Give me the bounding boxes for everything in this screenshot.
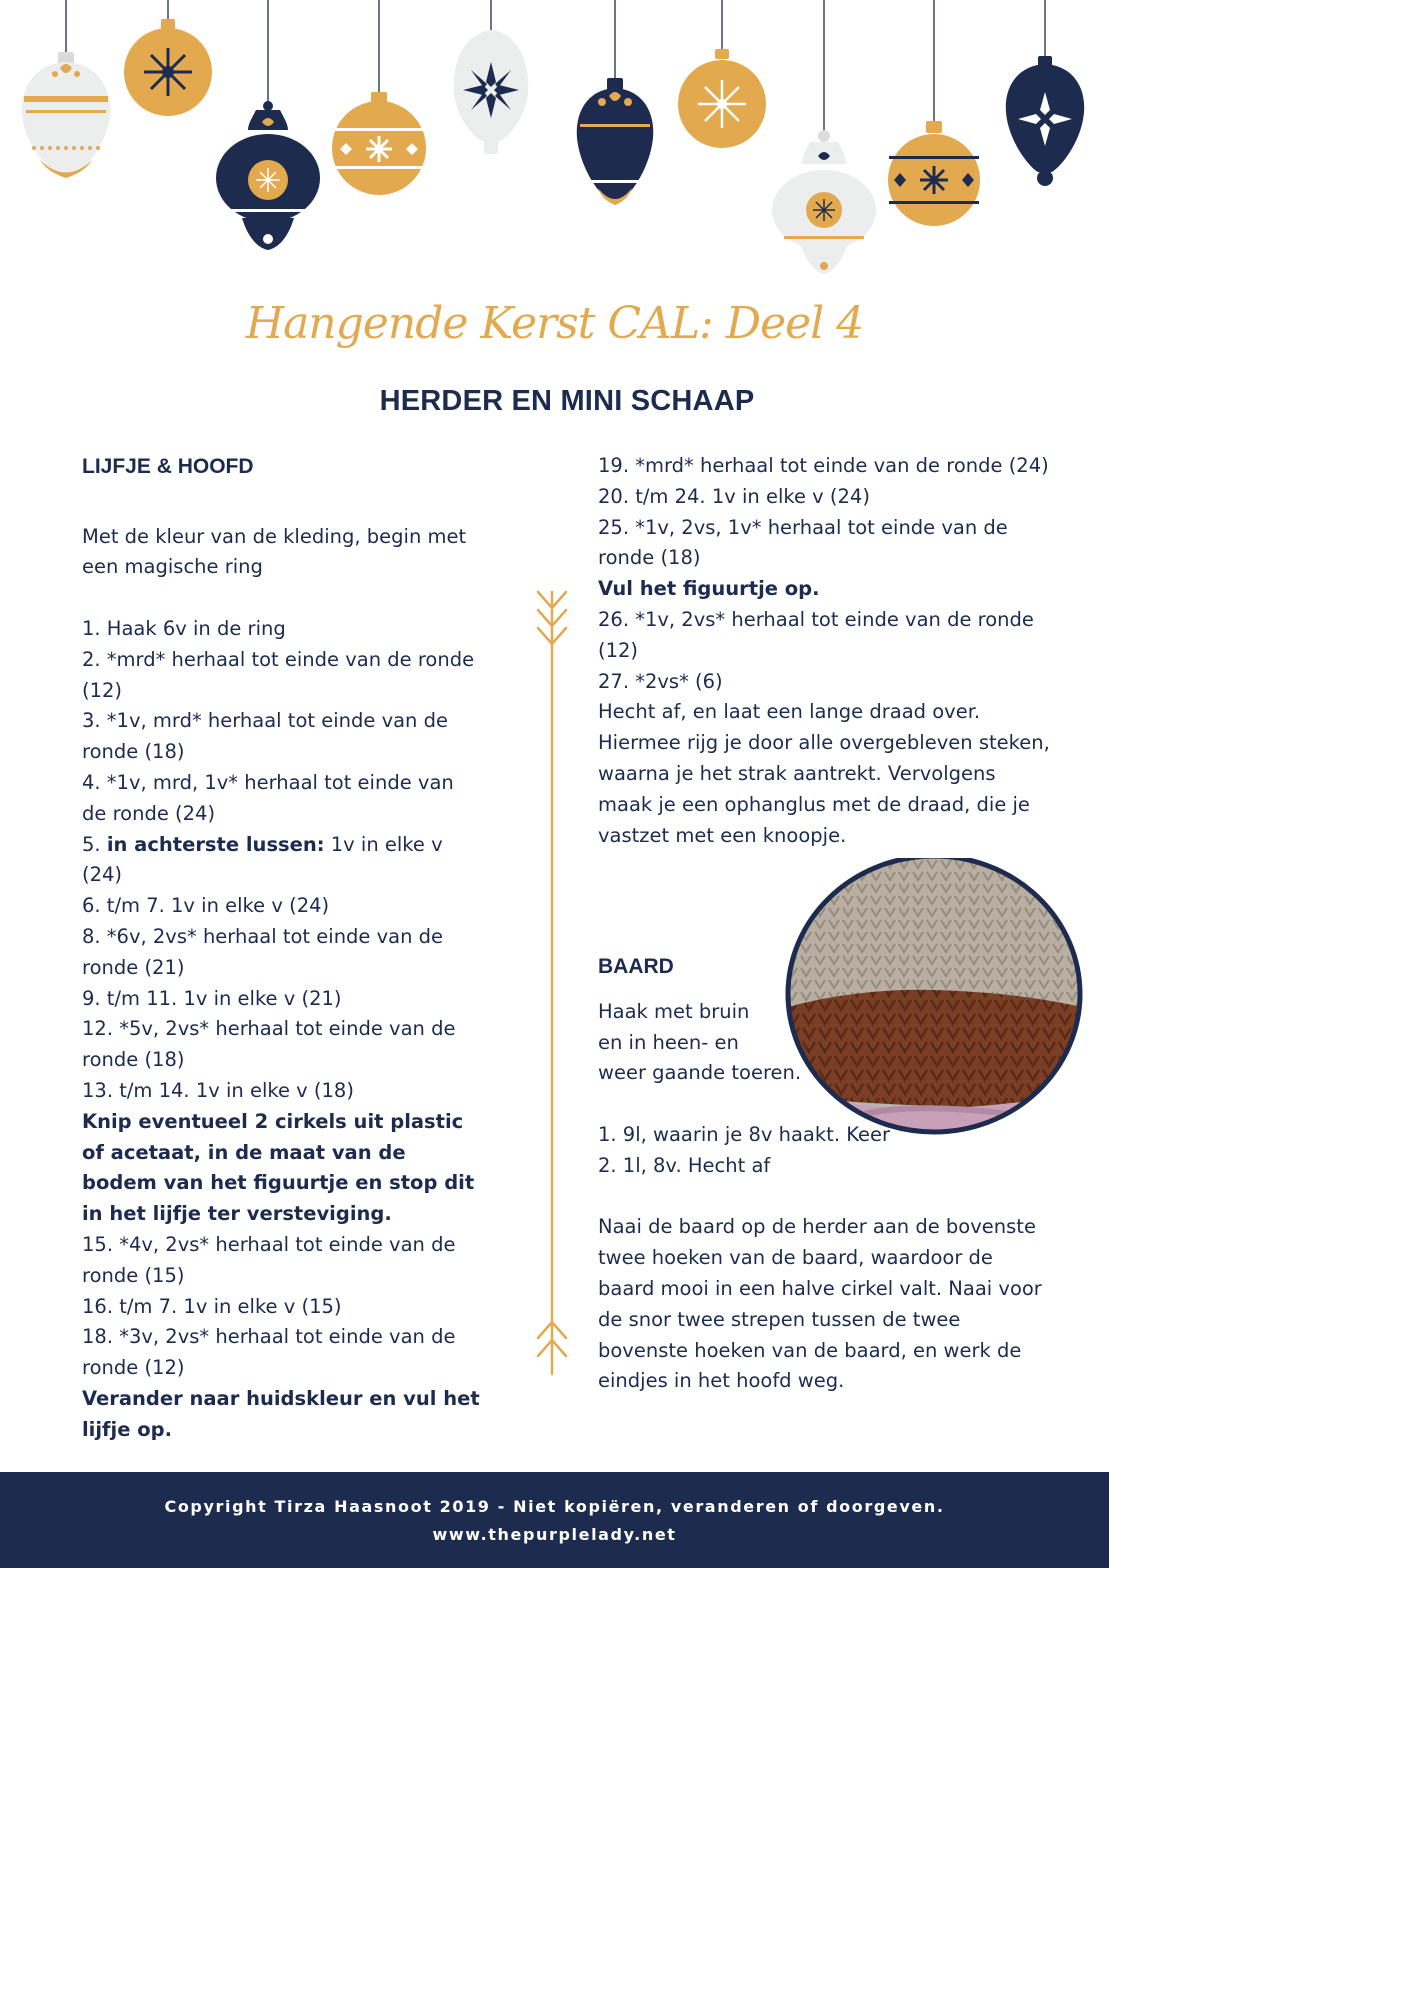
website-link[interactable]: www.thepurplelady.net [432, 1525, 677, 1544]
gold-patterned-ball-icon [332, 92, 426, 195]
row-bold-note: in achterste lussen: [106, 832, 325, 856]
pattern-row: 2. *mrd* herhaal tot einde van de ronde (12) [82, 647, 475, 702]
row-text: 1v in elke v (24) [82, 832, 443, 887]
script-title: Hangende Kerst CAL: Deel 4 [245, 298, 864, 349]
intro-text: Met de kleur van de kleding, begin met een magische ring [82, 524, 467, 579]
pattern-row: 20. t/m 24. 1v in elke v (24) [598, 484, 870, 508]
bold-note: Vul het figuurtje op. [598, 577, 820, 601]
pattern-row: 9. t/m 11. 1v in elke v (21) [82, 986, 342, 1010]
copyright-text: Copyright Tirza Haasnoot 2019 - Niet kopiëren, veranderen of doorgeven. [164, 1497, 945, 1516]
page-title: HERDER EN MINI SCHAAP [379, 385, 755, 417]
row-number: 5. [82, 832, 107, 856]
left-column [82, 452, 482, 1446]
christmas-ornaments-banner [0, 0, 1109, 290]
baard-intro-line: en in heen- en [598, 1030, 739, 1054]
baard-intro-line: weer gaande toeren. [598, 1061, 802, 1085]
right-column [598, 451, 1058, 851]
gold-navy-band-ball-icon [888, 121, 980, 226]
pattern-row: 1. 9l, waarin je 8v haakt. Keer [598, 1122, 891, 1146]
finish-instructions: Hecht af, en laat een lange draad over. Hiermee rijg je door alle overgebleven steken, waarna je het strak aantrekt. Vervolgens maak je een ophanglus met de draad, die je vastzet met een knoopje. [598, 700, 1050, 847]
pattern-row: 26. *1v, 2vs* herhaal tot einde van de ronde (12) [598, 607, 1034, 662]
pattern-row: 16. t/m 7. 1v in elke v (15) [82, 1294, 342, 1318]
section-heading-baard: BAARD [598, 955, 674, 978]
white-drop-ornament-icon [22, 52, 110, 178]
pattern-row: 12. *5v, 2vs* herhaal tot einde van de ronde (18) [82, 1017, 456, 1072]
pattern-row: 6. t/m 7. 1v in elke v (24) [82, 894, 330, 918]
navy-lantern-ornament-icon [216, 101, 320, 250]
footer [0, 1472, 1109, 1568]
white-star-drop-ornament-icon [454, 30, 528, 154]
pattern-row: 2. 1l, 8v. Hecht af [598, 1153, 771, 1177]
pattern-row: 19. *mrd* herhaal tot einde van de ronde (24) [598, 454, 1049, 477]
baard-instructions: Naai de baard op de herder aan de bovenste twee hoeken van de baard, waardoor de baard mooi in een halve cirkel valt. Naai voor de snor twee strepen tussen de twee bovenste hoeken van de baard, en werk de eindjes in het hoofd weg. [598, 1215, 1042, 1393]
pattern-row [82, 830, 482, 892]
bold-note: Verander naar huidskleur en vul het lijfje op. [82, 1386, 480, 1441]
navy-drop-ornament-icon [577, 78, 653, 205]
pattern-row: 8. *6v, 2vs* herhaal tot einde van de ronde (21) [82, 924, 444, 979]
pattern-row: 3. *1v, mrd* herhaal tot einde van de ronde (18) [82, 709, 448, 764]
pattern-row: 1. Haak 6v in de ring [82, 616, 286, 640]
pattern-row: 18. *3v, 2vs* herhaal tot einde van de ronde (12) [82, 1325, 456, 1380]
section-heading-lijfje: LIJFJE & HOOFD [82, 455, 254, 478]
arrow-divider-icon [530, 588, 574, 1378]
gold-snowflake-ball-icon [124, 19, 212, 116]
navy-star-drop-ornament-icon [1006, 56, 1084, 186]
baard-section [598, 952, 1058, 1397]
pattern-row: 13. t/m 14. 1v in elke v (18) [82, 1078, 354, 1102]
gold-white-snowflake-ball-icon [678, 49, 766, 148]
white-lantern-ornament-icon [772, 130, 876, 274]
pattern-row: 4. *1v, mrd, 1v* herhaal tot einde van de ronde (24) [82, 770, 454, 825]
pattern-row: 27. *2vs* (6) [598, 669, 723, 693]
bold-note: Knip eventueel 2 cirkels uit plastic of acetaat, in de maat van de bodem van het figuurtje en stop dit in het lijfje ter versteviging. [82, 1109, 475, 1226]
pattern-row: 15. *4v, 2vs* herhaal tot einde van de ronde (15) [82, 1232, 456, 1287]
pattern-row: 25. *1v, 2vs, 1v* herhaal tot einde van de ronde (18) [598, 515, 1008, 570]
baard-intro-line: Haak met bruin [598, 999, 750, 1023]
